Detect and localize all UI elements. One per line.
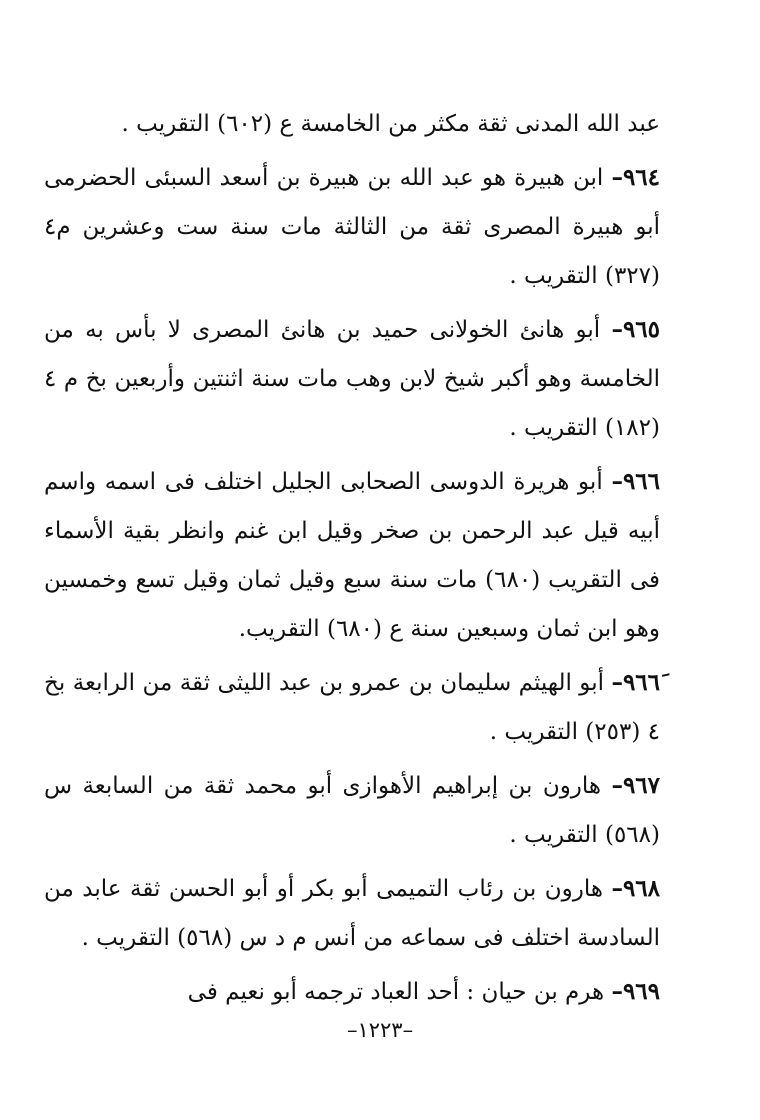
entry-text: أبو هانئ الخولانى حميد بن هانئ المصرى لا بأس به من الخامسة وهو أكبر شيخ لابن وهب مات سنة اثنتين وأربعين بخ م ٤ (١٨٢) التقريب . [44,317,660,441]
entry-967 [44,761,660,860]
entry-text: أبو الهيثم سليمان بن عمرو بن عبد الليثى ثقة من الرابعة بخ ٤ (٢٥٣) التقريب . [44,670,660,745]
entry-number: ٩٦٩– [611,978,660,1005]
entry-text: هارون بن إبراهيم الأهوازى أبو محمد ثقة من السابعة س (٥٦٨) التقريب . [44,773,660,848]
entry-number: ٩٦٦َ– [611,669,660,696]
entry-965 [44,305,660,453]
entry-number: ٩٦٥– [611,316,661,343]
entry-text: ابن هبيرة هو عبد الله بن هبيرة بن أسعد السبئى الحضرمى أبو هبيرة المصرى ثقة من الثالثة مات سنة ست وعشرين م٤ (٣٢٧) التقريب . [44,165,660,289]
continuation-paragraph: عبد الله المدنى ثقة مكثر من الخامسة ع (٦٠٢) التقريب . [121,111,660,137]
entry-text: أبو هريرة الدوسى الصحابى الجليل اختلف فى اسمه واسم أبيه قيل عبد الرحمن بن صخر وقيل ابن غنم وانظر بقية الأسماء فى التقريب (٦٨٠) مات سنة سبع وقيل ثمان وقيل تسع وخمسين وهو ابن ثمان وسبعين سنة ع (٦٨٠) التقريب. [44,469,660,642]
entry-number: ٩٦٧– [611,772,661,799]
entry-number: ٩٦٦– [611,468,660,495]
entry-969 [44,967,660,1017]
page-number: –١٢٢٣– [346,1018,414,1042]
entry-968 [44,864,660,963]
entry-text: هارون بن رئاب التميمى أبو بكر أو أبو الحسن ثقة عابد من السادسة اختلف فى سماعه من أنس م د س (٥٦٨) التقريب . [44,876,660,951]
entry-text: هرم بن حيان : أحد العباد ترجمه أبو نعيم فى [187,979,605,1005]
entry-964 [44,153,660,301]
entry-966-repeat [44,658,660,757]
entry-number: ٩٦٤– [611,164,660,191]
entry-966 [44,457,660,654]
entry-number: ٩٦٨– [611,875,661,902]
page-body [44,100,660,1017]
